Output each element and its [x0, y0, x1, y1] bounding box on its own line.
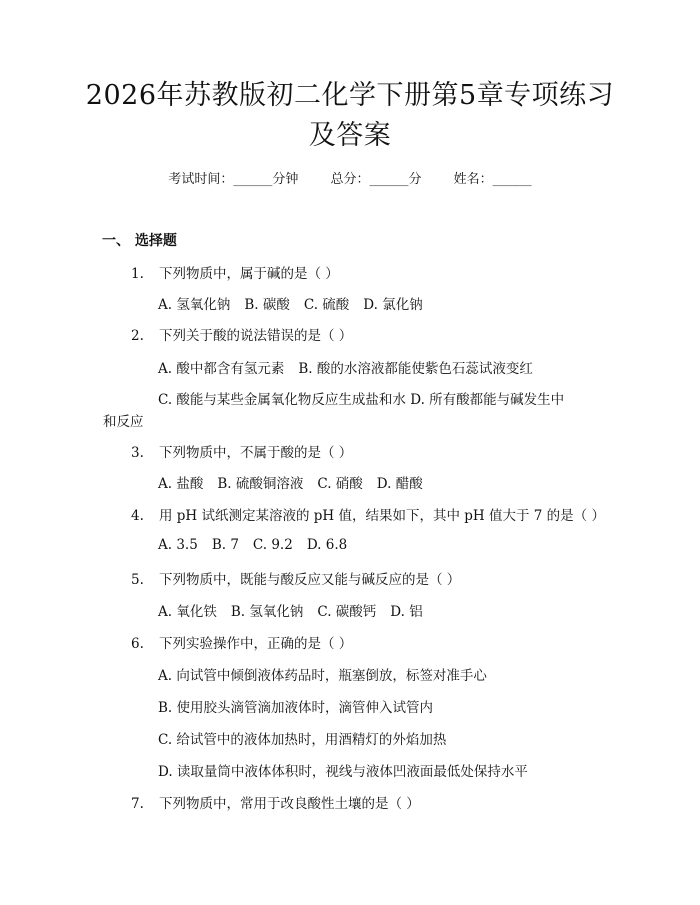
question-number: 3. [131, 445, 144, 461]
exam-info [0, 168, 700, 187]
question-6-option-a: A. 向试管中倾倒液体药品时，瓶塞倒放，标签对准手心 [158, 668, 487, 684]
option-b: B. 7 [211, 537, 239, 553]
title-line-1: 2026年苏教版初二化学下册第5章专项练习 [85, 80, 615, 111]
question-3-options [158, 472, 423, 492]
question-4-options [158, 537, 347, 553]
question-1-options [158, 293, 423, 313]
question-1 [131, 262, 339, 282]
option-c: C. 硫酸 [303, 297, 350, 313]
question-text: 下列物质中，常用于改良酸性土壤的是（ ） [159, 796, 420, 812]
question-text: 下列物质中，既能与酸反应又能与碱反应的是（ ） [159, 572, 461, 588]
question-4 [131, 504, 605, 524]
question-text: 下列物质中，不属于酸的是（ ） [159, 445, 353, 461]
question-2-options-row-2: C. 酸能与某些金属氧化物反应生成盐和水 D. 所有酸都能与碱发生中 [158, 392, 565, 408]
question-number: 7. [131, 796, 144, 812]
question-text: 下列实验操作中，正确的是（ ） [159, 636, 353, 652]
question-6 [131, 632, 352, 652]
question-2 [131, 324, 352, 344]
section-heading: 一、 选择题 [102, 233, 177, 249]
option-a: A. 氢氧化钠 [158, 297, 231, 313]
option-d: D. 醋酸 [376, 476, 423, 492]
document-title [60, 76, 640, 156]
question-7 [131, 792, 420, 812]
student-name: 姓名：______ [453, 172, 532, 187]
question-3 [131, 441, 352, 461]
option-b: B. 硫酸铜溶液 [217, 476, 304, 492]
question-text: 下列物质中，属于碱的是（ ） [159, 266, 339, 282]
question-6-option-b: B. 使用胶头滴管滴加液体时，滴管伸入试管内 [158, 700, 434, 716]
question-6-option-c: C. 给试管中的液体加热时，用酒精灯的外焰加热 [158, 732, 447, 748]
option-a: A. 氧化铁 [158, 604, 217, 620]
option-a: A. 酸中都含有氢元素 [158, 361, 285, 377]
option-a: A. 盐酸 [158, 476, 204, 492]
question-2-options-row-2-wrap: 和反应 [103, 414, 144, 430]
question-number: 5. [131, 572, 144, 588]
option-c: C. 硝酸 [317, 476, 363, 492]
option-b: B. 碳酸 [244, 297, 290, 313]
question-text: 下列关于酸的说法错误的是（ ） [159, 328, 353, 344]
question-number: 2. [131, 328, 144, 344]
question-5-options [158, 600, 423, 620]
question-5 [131, 568, 460, 588]
option-d: D. 氯化钠 [363, 297, 423, 313]
option-a: A. 3.5 [158, 537, 198, 553]
title-line-2: 及答案 [308, 120, 392, 151]
question-number: 4. [131, 508, 144, 524]
option-c: C. 碳酸钙 [317, 604, 377, 620]
question-number: 6. [131, 636, 144, 652]
total-score: 总分：______分 [330, 172, 422, 187]
question-number: 1. [131, 266, 144, 282]
question-6-option-d: D. 读取量筒中液体体积时，视线与液体凹液面最低处保持水平 [158, 764, 528, 780]
question-2-options-row-1 [158, 357, 533, 377]
option-b: B. 氢氧化钠 [230, 604, 304, 620]
option-d: D. 6.8 [306, 537, 348, 553]
question-text: 用 pH 试纸测定某溶液的 pH 值，结果如下，其中 pH 值大于 7 的是（ ） [159, 508, 605, 524]
exam-time: 考试时间：______分钟 [168, 172, 299, 187]
option-b: B. 酸的水溶液都能使紫色石蕊试液变红 [298, 361, 533, 377]
option-d: D. 铝 [390, 604, 423, 620]
option-c: C. 9.2 [252, 537, 293, 553]
